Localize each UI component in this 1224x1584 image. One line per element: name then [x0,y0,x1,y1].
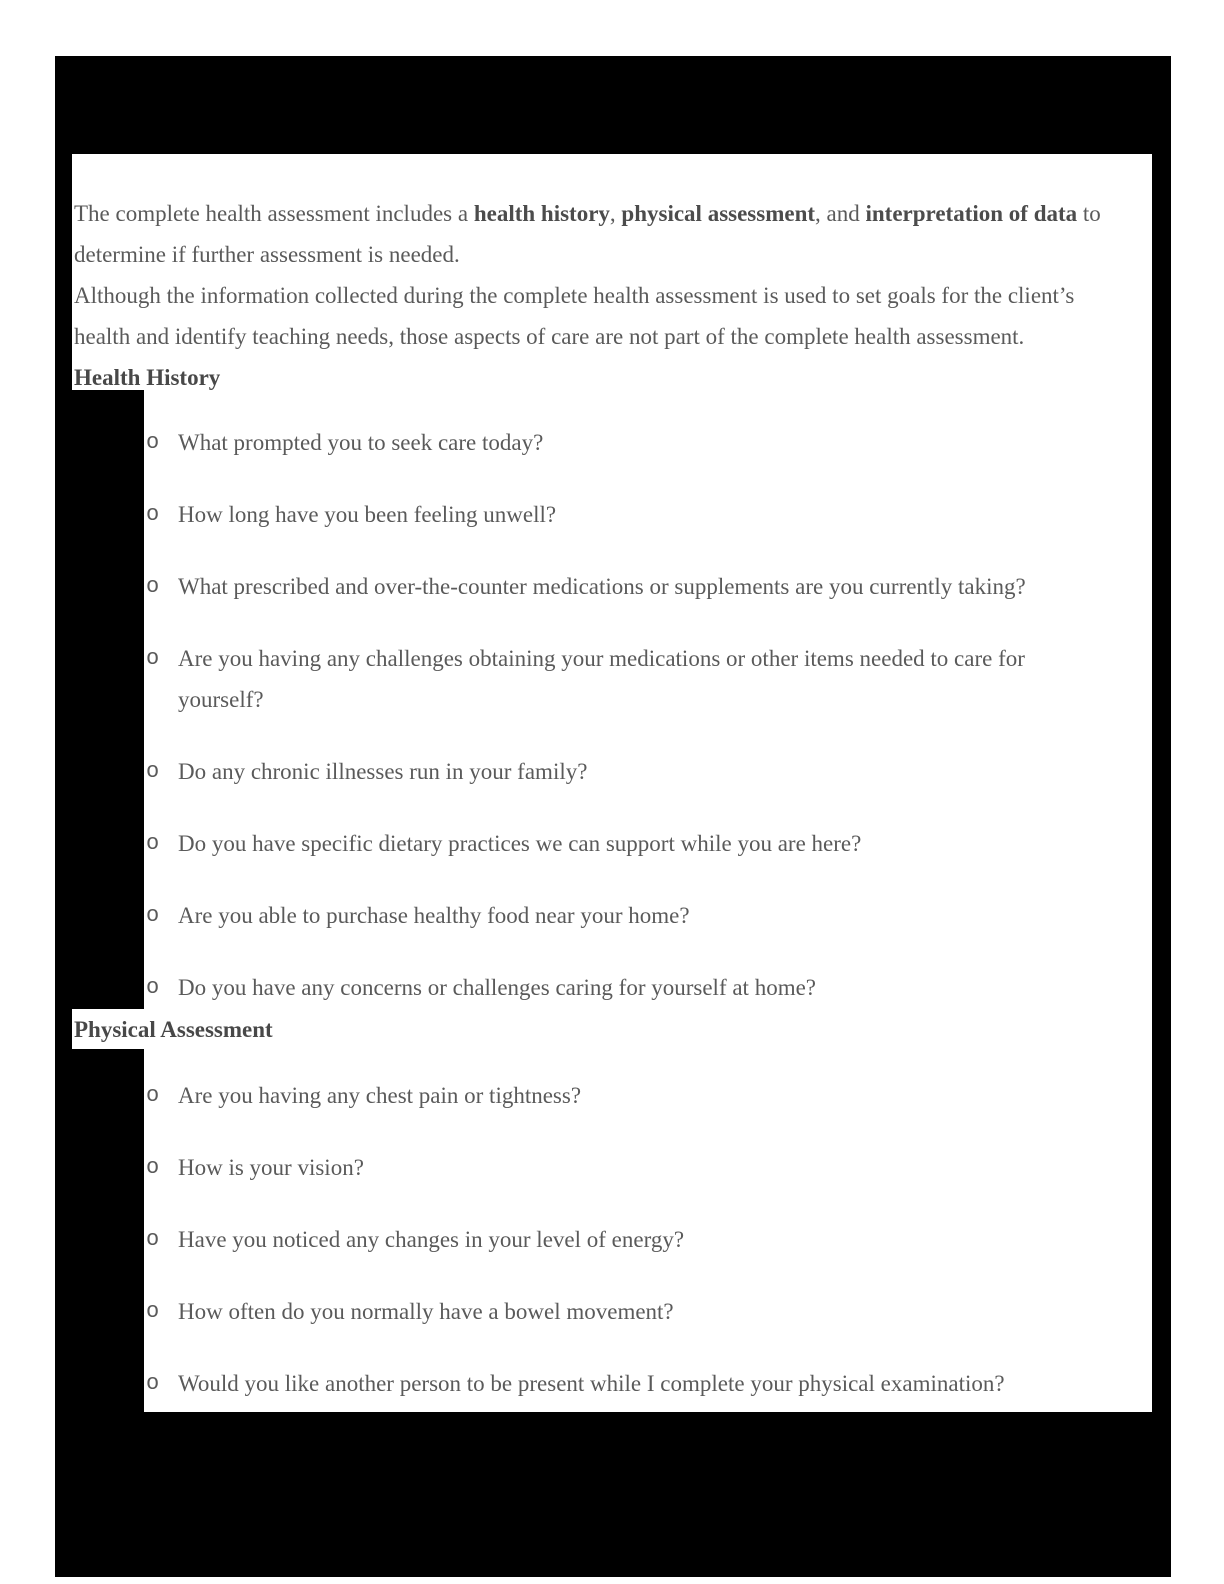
intro-paragraph-line: Although the information collected during the complete health assessment is used to set goals for the client’s [74,283,1075,308]
question-text: How is your vision? [178,1155,364,1180]
health-history-question-list [144,390,1152,1009]
question-text: Are you having any challenges obtaining your medications or other items needed to care for yourself? [178,646,1025,712]
question-text: Would you like another person to be present while I complete your physical examination? [178,1371,1005,1396]
question-item [144,638,1152,720]
question-text: How long have you been feeling unwell? [178,502,557,527]
question-item [144,1147,1152,1188]
list-bullet: o [146,502,160,527]
question-item [144,967,1152,1008]
intro-paragraph-line: The complete health assessment includes a health history, physical assessment, and interpretation of data to [74,201,1101,226]
list-bullet: o [146,574,160,599]
question-text: Do any chronic illnesses run in your family? [178,759,588,784]
question-text: How often do you normally have a bowel movement? [178,1299,674,1324]
list-bullet: o [146,975,160,1000]
question-item [144,566,1152,607]
question-text: Do you have specific dietary practices we can support while you are here? [178,831,862,856]
question-item [144,1075,1152,1116]
list-bullet: o [146,759,160,784]
list-bullet: o [146,1083,160,1108]
list-bullet: o [146,646,160,671]
physical-assessment-heading-band [72,1009,1152,1049]
question-item [144,1219,1152,1260]
question-text: What prompted you to seek care today? [178,430,544,455]
list-bullet: o [146,1299,160,1324]
physical-assessment-question-list [144,1048,1152,1412]
list-bullet: o [146,1371,160,1396]
intro-paragraph-line: determine if further assessment is needed. [74,242,460,267]
question-item [144,823,1152,864]
question-item [144,895,1152,936]
list-bullet: o [146,430,160,455]
list-bullet: o [146,903,160,928]
question-text: Are you able to purchase healthy food near your home? [178,903,690,928]
section-heading-health-history: Health History [74,365,221,390]
list-bullet: o [146,1227,160,1252]
intro-paragraphs [74,193,1152,357]
list-bullet: o [146,1155,160,1180]
list-bullet: o [146,831,160,856]
question-item [144,422,1152,463]
question-text: Do you have any concerns or challenges caring for yourself at home? [178,975,817,1000]
question-text: What prescribed and over-the-counter medications or supplements are you currently taking? [178,574,1026,599]
question-item [144,751,1152,792]
intro-paragraph-line: health and identify teaching needs, those aspects of care are not part of the complete health assessment. [74,324,1025,349]
question-text: Are you having any chest pain or tightness? [178,1083,582,1108]
section-heading-physical-assessment: Physical Assessment [74,1017,273,1042]
question-text: Have you noticed any changes in your level of energy? [178,1227,685,1252]
question-item [144,1363,1152,1404]
question-item [144,494,1152,535]
question-item [144,1291,1152,1332]
intro-block [72,154,1152,390]
